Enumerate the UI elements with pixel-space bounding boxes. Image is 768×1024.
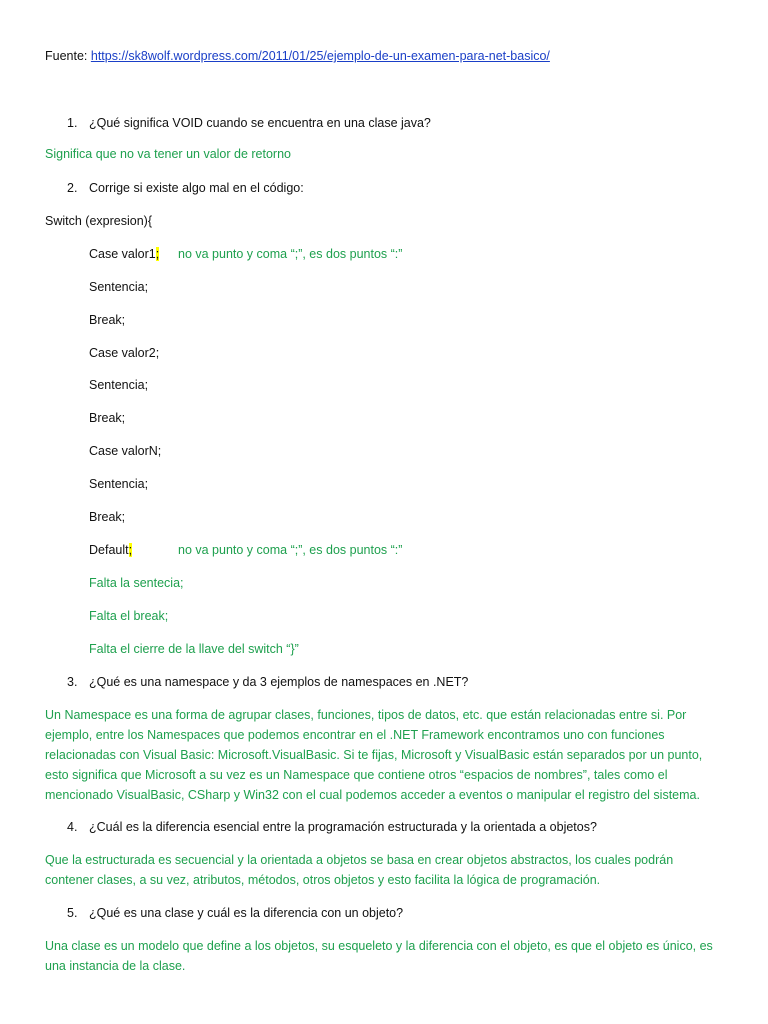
question-number: 5.	[67, 906, 78, 920]
source-label: Fuente:	[45, 49, 91, 63]
answer-line: Un Namespace es una forma de agrupar clases, funciones, tipos de datos, etc. que están relacionadas entre si. Por	[45, 708, 687, 722]
answer-line: mencionado VisualBasic, CSharp y Win32 con el cual podemos acceder a eventos o manipular el registro del sistema.	[45, 788, 700, 802]
code-case1-note: no va punto y coma “;”, es dos puntos “:”	[178, 247, 403, 261]
code-sentencia-3: Sentencia;	[89, 477, 149, 491]
code-sentencia-1: Sentencia;	[89, 280, 149, 294]
code-switch-line: Switch (expresion){	[45, 214, 152, 228]
question-text: ¿Qué es una clase y cuál es la diferencia con un objeto?	[89, 906, 404, 920]
question-5	[67, 905, 403, 921]
answer-line: Una clase es un modelo que define a los objetos, su esqueleto y la diferencia con el objeto, es que el objeto es único, es	[45, 939, 713, 953]
code-missing-brace: Falta el cierre de la llave del switch “}”	[89, 642, 299, 656]
code-case2: Case valor2;	[89, 346, 160, 360]
code-missing-sentence: Falta la sentecia;	[89, 576, 184, 590]
code-sentencia-2: Sentencia;	[89, 378, 149, 392]
code-default-line	[89, 542, 132, 558]
question-3	[67, 674, 468, 690]
answer-4	[45, 850, 725, 890]
source-line	[45, 48, 550, 64]
answer-5	[45, 936, 725, 976]
code-default-note: no va punto y coma “;”, es dos puntos “:”	[178, 543, 403, 557]
code-case1-line	[89, 246, 159, 262]
code-break-3: Break;	[89, 510, 126, 524]
code-break-1: Break;	[89, 313, 126, 327]
question-text: ¿Cuál es la diferencia esencial entre la programación estructurada y la orientada a objetos?	[89, 820, 597, 834]
answer-3	[45, 705, 725, 805]
question-2	[67, 180, 304, 196]
question-4	[67, 819, 597, 835]
question-number: 2.	[67, 181, 78, 195]
answer-line: Que la estructurada es secuencial y la orientada a objetos se basa en crear objetos abstractos, los cuales podrán	[45, 853, 674, 867]
answer-line: una instancia de la clase.	[45, 959, 186, 973]
answer-line: contener clases, a su vez, atributos, métodos, otros objetos y esto facilita la lógica de programación.	[45, 873, 601, 887]
question-number: 1.	[67, 116, 78, 130]
question-number: 3.	[67, 675, 78, 689]
question-text: Corrige si existe algo mal en el código:	[89, 181, 304, 195]
question-text: ¿Qué es una namespace y da 3 ejemplos de namespaces en .NET?	[89, 675, 469, 689]
source-link[interactable]: https://sk8wolf.wordpress.com/2011/01/25/ejemplo-de-un-examen-para-net-basico/	[90, 49, 550, 63]
answer-1: Significa que no va tener un valor de retorno	[45, 147, 291, 161]
question-text: ¿Qué significa VOID cuando se encuentra en una clase java?	[89, 116, 431, 130]
answer-line: relacionadas con Visual Basic: Microsoft.VisualBasic. Si te fijas, Microsoft y VisualBasic están separados por un punto,	[45, 748, 703, 762]
code-default: Default	[89, 543, 129, 557]
highlighted-semicolon: ;	[155, 247, 160, 261]
answer-line: esto significa que Microsoft a su vez es un Namespace que contiene otros “espacios de nombres”, tales como el	[45, 768, 668, 782]
code-missing-break: Falta el break;	[89, 609, 169, 623]
highlighted-semicolon: ;	[128, 543, 133, 557]
question-1	[67, 115, 431, 131]
code-break-2: Break;	[89, 411, 126, 425]
question-number: 4.	[67, 820, 78, 834]
code-case1: Case valor1	[89, 247, 156, 261]
code-caseN: Case valorN;	[89, 444, 162, 458]
answer-line: ejemplo, entre los Namespaces que podemos encontrar en el .NET Framework encontramos uno con funciones	[45, 728, 665, 742]
